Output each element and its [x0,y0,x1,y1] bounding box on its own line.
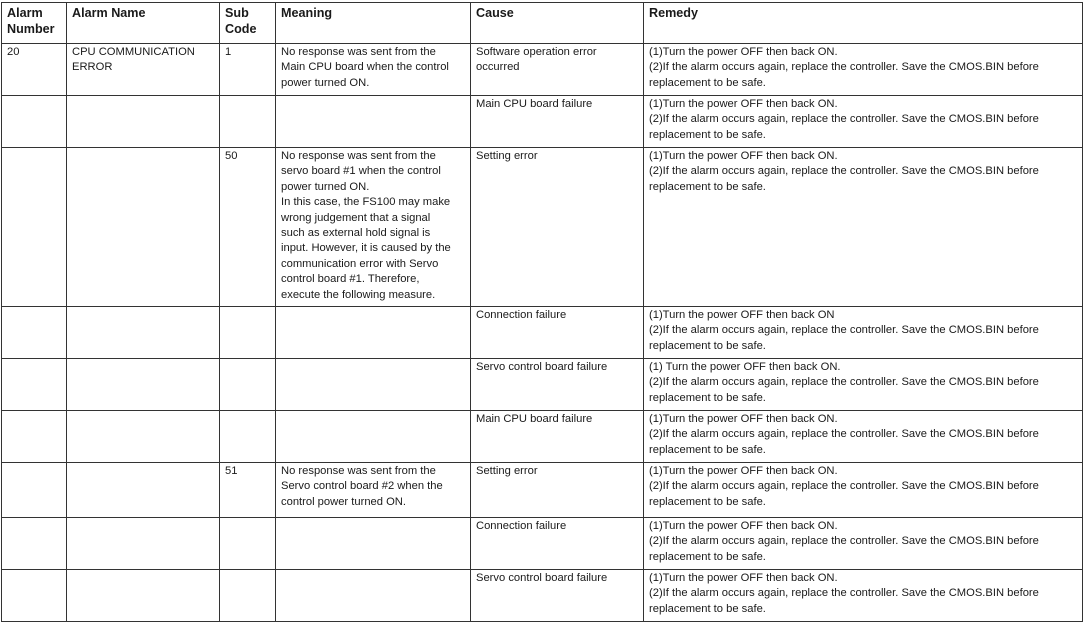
alarm-name-cell [67,359,220,411]
table-row [2,96,1083,148]
remedy-cell: (1) Turn the power OFF then back ON. (2)If the alarm occurs again, replace the controller. Save the CMOS.BIN before replacement to be safe. [644,359,1083,411]
sub-code-cell [220,570,276,622]
meaning-cell: No response was sent from the servo board #1 when the control power turned ON. In this case, the FS100 may make wrong judgement that a signal such as external hold signal is input. However, it is caused by the communication error with Servo control board #1. Therefore, execute the following measure. [276,148,471,307]
cause-cell: Setting error [471,148,644,307]
remedy-cell: (1)Turn the power OFF then back ON. (2)If the alarm occurs again, replace the controller. Save the CMOS.BIN before replacement to be safe. [644,518,1083,570]
alarm-name-cell [67,96,220,148]
table-row [2,359,1083,411]
table-row [2,44,1083,96]
alarm-number-cell [2,463,67,518]
sub-code-cell: 51 [220,463,276,518]
meaning-cell: No response was sent from the Main CPU board when the control power turned ON. [276,44,471,96]
table-row [2,307,1083,359]
alarm-name-cell [67,148,220,307]
remedy-cell: (1)Turn the power OFF then back ON (2)If the alarm occurs again, replace the controller. Save the CMOS.BIN before replacement to be safe. [644,307,1083,359]
alarm-number-cell [2,411,67,463]
table-row [2,411,1083,463]
alarm-table [1,2,1083,622]
remedy-cell: (1)Turn the power OFF then back ON. (2)If the alarm occurs again, replace the controller. Save the CMOS.BIN before replacement to be safe. [644,570,1083,622]
alarm-name-cell [67,411,220,463]
alarm-name-cell [67,463,220,518]
header-alarm-name: Alarm Name [67,3,220,44]
remedy-cell: (1)Turn the power OFF then back ON. (2)If the alarm occurs again, replace the controller. Save the CMOS.BIN before replacement to be safe. [644,148,1083,307]
cause-cell: Servo control board failure [471,359,644,411]
alarm-number-cell [2,148,67,307]
meaning-cell [276,518,471,570]
meaning-cell: No response was sent from the Servo control board #2 when the control power turned ON. [276,463,471,518]
alarm-name-cell [67,518,220,570]
meaning-cell [276,570,471,622]
alarm-number-cell [2,96,67,148]
header-cause: Cause [471,3,644,44]
remedy-cell: (1)Turn the power OFF then back ON. (2)If the alarm occurs again, replace the controller. Save the CMOS.BIN before replacement to be safe. [644,411,1083,463]
sub-code-cell [220,411,276,463]
alarm-name-cell [67,307,220,359]
table-row [2,463,1083,518]
header-sub-code: Sub Code [220,3,276,44]
meaning-cell [276,307,471,359]
sub-code-cell [220,518,276,570]
cause-cell: Main CPU board failure [471,411,644,463]
remedy-cell: (1)Turn the power OFF then back ON. (2)If the alarm occurs again, replace the controller. Save the CMOS.BIN before replacement to be safe. [644,96,1083,148]
alarm-number-cell: 20 [2,44,67,96]
cause-cell: Servo control board failure [471,570,644,622]
alarm-number-cell [2,359,67,411]
alarm-name-cell [67,570,220,622]
meaning-cell [276,359,471,411]
cause-cell: Connection failure [471,518,644,570]
header-meaning: Meaning [276,3,471,44]
alarm-number-cell [2,307,67,359]
alarm-number-cell [2,518,67,570]
remedy-cell: (1)Turn the power OFF then back ON. (2)If the alarm occurs again, replace the controller. Save the CMOS.BIN before replacement to be safe. [644,463,1083,518]
header-alarm-number: Alarm Number [2,3,67,44]
alarm-number-cell [2,570,67,622]
remedy-cell: (1)Turn the power OFF then back ON. (2)If the alarm occurs again, replace the controller. Save the CMOS.BIN before replacement to be safe. [644,44,1083,96]
table-row [2,518,1083,570]
sub-code-cell: 50 [220,148,276,307]
cause-cell: Main CPU board failure [471,96,644,148]
sub-code-cell [220,96,276,148]
table-header-row [2,3,1083,44]
cause-cell: Software operation error occurred [471,44,644,96]
meaning-cell [276,411,471,463]
table-row [2,570,1083,622]
sub-code-cell: 1 [220,44,276,96]
cause-cell: Setting error [471,463,644,518]
sub-code-cell [220,307,276,359]
meaning-cell [276,96,471,148]
alarm-name-cell: CPU COMMUNICATION ERROR [67,44,220,96]
header-remedy: Remedy [644,3,1083,44]
table-row [2,148,1083,307]
cause-cell: Connection failure [471,307,644,359]
sub-code-cell [220,359,276,411]
